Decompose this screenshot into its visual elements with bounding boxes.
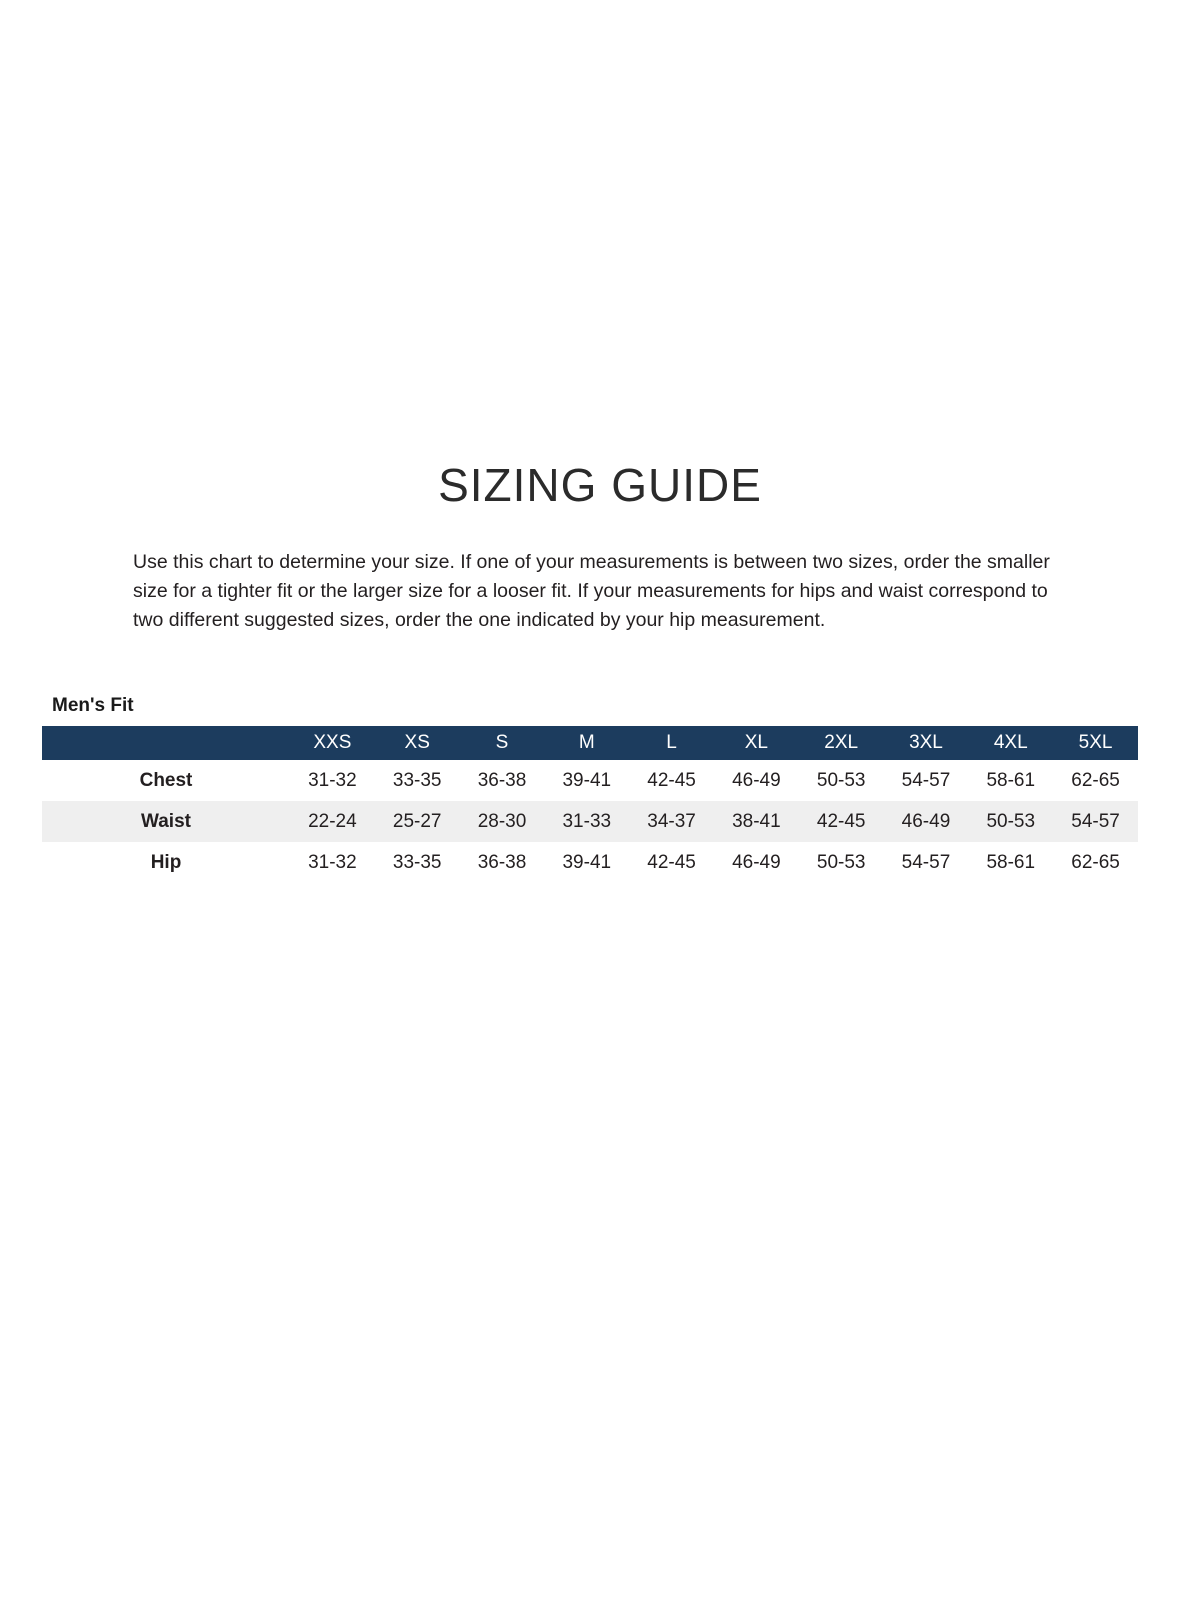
hip-value: 62-65 — [1071, 851, 1120, 873]
table-row-hip — [42, 842, 1138, 883]
chest-value: 50-53 — [816, 769, 866, 791]
sizing-table-header — [42, 726, 1138, 760]
sizing-table — [42, 726, 1138, 883]
waist-value: 28-30 — [460, 801, 545, 842]
hip-value: 39-41 — [562, 851, 612, 873]
waist-value: 50-53 — [968, 801, 1053, 842]
hip-value: 33-35 — [392, 851, 442, 873]
hip-value: 42-45 — [647, 851, 696, 873]
chest-value: 58-61 — [986, 769, 1036, 791]
section-title-mens-fit: Men's Fit — [52, 695, 134, 716]
hip-value: 31-32 — [308, 851, 357, 873]
chest-value: 54-57 — [901, 769, 951, 791]
header-cell-xxs: XXS — [290, 726, 375, 760]
header-cell-xs: XS — [375, 726, 460, 760]
page-title: SIZING GUIDE — [438, 459, 762, 511]
hip-value: 58-61 — [986, 851, 1036, 873]
header-cell-5xl: 5XL — [1053, 726, 1138, 760]
header-cell-4xl: 4XL — [968, 726, 1053, 760]
chest-value: 46-49 — [732, 769, 781, 791]
waist-value: 54-57 — [1053, 801, 1138, 842]
waist-value: 46-49 — [884, 801, 969, 842]
intro-paragraph: Use this chart to determine your size. If one of your measurements is between two sizes, order the smaller size for a tighter fit or the larger size for a looser fit. If your measurements for hips and waist correspond to two different suggested sizes, order the one indicated by your hip measurement. — [133, 551, 1050, 631]
header-cell-empty — [42, 726, 290, 760]
hip-value: 46-49 — [732, 851, 781, 873]
row-label-chest: Chest — [139, 769, 193, 791]
chest-value: 36-38 — [477, 769, 527, 791]
chest-value: 62-65 — [1071, 769, 1120, 791]
chest-value: 33-35 — [392, 769, 442, 791]
waist-value: 22-24 — [290, 801, 375, 842]
header-cell-3xl: 3XL — [884, 726, 969, 760]
table-row-chest — [42, 760, 1138, 801]
header-cell-l: L — [629, 726, 714, 760]
chest-value: 39-41 — [562, 769, 612, 791]
waist-value: 25-27 — [375, 801, 460, 842]
hip-value: 36-38 — [477, 851, 527, 873]
header-cell-xl: XL — [714, 726, 799, 760]
header-cell-m: M — [544, 726, 629, 760]
header-cell-s: S — [460, 726, 545, 760]
header-row — [42, 726, 1138, 760]
chest-value: 31-32 — [308, 769, 357, 791]
waist-value: 38-41 — [714, 801, 799, 842]
table-row-waist — [42, 801, 1138, 842]
row-label-hip: Hip — [150, 851, 182, 873]
hip-value: 54-57 — [901, 851, 951, 873]
header-cell-2xl: 2XL — [799, 726, 884, 760]
chest-value: 42-45 — [647, 769, 696, 791]
waist-value: 34-37 — [629, 801, 714, 842]
hip-value: 50-53 — [816, 851, 866, 873]
waist-value: 31-33 — [544, 801, 629, 842]
waist-value: 42-45 — [799, 801, 884, 842]
row-label-waist: Waist — [42, 801, 290, 842]
